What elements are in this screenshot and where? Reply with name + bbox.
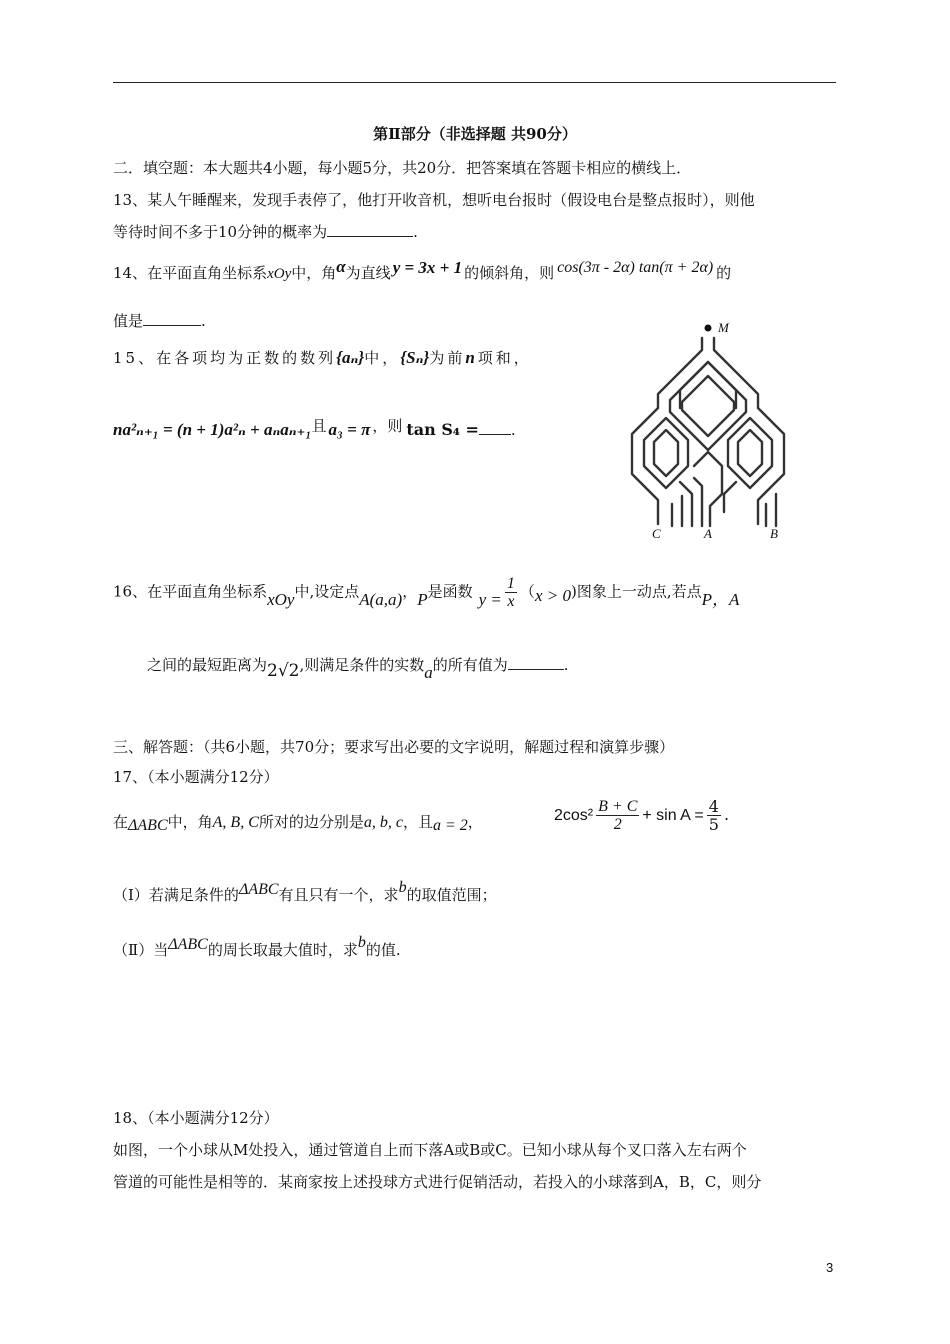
- q15-then: ，则: [372, 417, 403, 435]
- q14-line2: [113, 311, 206, 331]
- q17-line-a: 在: [113, 813, 129, 831]
- pipe-diagram: [618, 316, 818, 546]
- q17-part2-b: 的周长取最大值时，求: [207, 941, 358, 959]
- q14-line-eq: y = 3x + 1: [392, 258, 463, 277]
- q16-dist: 2√2: [267, 661, 300, 681]
- q14-expr: cos(3π - 2α) tan(π + 2α): [557, 259, 714, 276]
- q16-func-den: x: [507, 593, 515, 610]
- q17-tri: ΔABC: [128, 817, 168, 834]
- q15-mid2: 为前: [429, 349, 466, 367]
- q17-line1: [113, 812, 483, 833]
- q17-part1-a: （Ⅰ）若满足条件的: [113, 886, 239, 904]
- q17-cond-coef: 2cos²: [554, 807, 594, 824]
- q17-part1: [113, 879, 497, 906]
- q18-title: 18、（本小题满分12分）: [113, 1109, 279, 1127]
- part-title: 第Ⅱ部分（非选择题 共90分）: [373, 125, 577, 143]
- q15-recurrence: na²ₙ₊₁ = (n + 1)a²ₙ + aₙaₙ₊₁: [113, 420, 312, 439]
- q15-n: n: [465, 348, 478, 367]
- q17-part2-tri: ΔABC: [168, 936, 208, 953]
- q17-line-d: ，且: [402, 813, 433, 831]
- q13-end: .: [413, 223, 418, 241]
- q16-answer-blank: [508, 655, 564, 670]
- q16-prefix: 16、在平面直角坐标系: [113, 582, 268, 601]
- q16-func-lhs: y =: [478, 589, 502, 609]
- q16-mid: 中,设定点: [294, 582, 360, 601]
- q17-part1-b-var: b: [398, 879, 407, 896]
- q16-mid3: 图象上一动点,若点: [576, 582, 702, 601]
- q14-coord: xOy: [267, 266, 292, 282]
- q17-part2: [113, 934, 401, 961]
- q16-line2: [147, 655, 569, 682]
- q17-cond-rfrac: [707, 798, 721, 833]
- label-A: A: [704, 526, 712, 541]
- label-B: B: [770, 526, 778, 541]
- q16-end: .: [563, 656, 569, 674]
- q17-sides: a, b, c: [363, 814, 403, 831]
- q17-cond-num: B + C: [598, 798, 638, 815]
- q16-mid2: 是函数: [427, 582, 473, 601]
- header-rule: [113, 82, 836, 83]
- q14-mid: 中，角: [291, 264, 337, 282]
- q17-cond-end: .: [723, 805, 730, 824]
- q14-mid2: 为直线: [345, 264, 391, 282]
- q18-line2: 管道的可能性是相等的．某商家按上述投球方式进行促销活动，若投入的小球落到A，B，C，则分: [113, 1173, 762, 1191]
- q16-line1: 16、在平面直角坐标系xOy中,设定点A(a,a)，P是函数 y = $\frac{1}{x}$ （x > 0)图象上一动点,若点P，A: [113, 575, 740, 610]
- q17-cond-rden: 5: [708, 815, 719, 834]
- q14-line1: [113, 257, 732, 284]
- q15-a3: a₃ = π: [328, 420, 371, 439]
- entry-point-dot: [705, 325, 712, 332]
- q17-condition: [554, 798, 729, 833]
- q17-part2-c: 的值.: [365, 941, 401, 959]
- q13-text: 等待时间不多于10分钟的概率为: [113, 223, 328, 241]
- section2-heading: 二．填空题：本大题共4小题，每小题5分，共20分．把答案填在答题卡相应的横线上．: [113, 159, 692, 177]
- q17-cond-mid: + sin A =: [642, 807, 704, 824]
- page-number: 3: [826, 1260, 834, 1275]
- q17-line-e: ，: [467, 813, 483, 831]
- q16-domain: x > 0: [534, 585, 571, 605]
- q14-line2-text: 值是: [113, 312, 144, 330]
- q16-a: a: [424, 663, 433, 682]
- q15-sum: {Sₙ}: [400, 348, 430, 367]
- q15-seq: {aₙ}: [336, 348, 365, 367]
- q17-part1-tri: ΔABC: [238, 881, 279, 898]
- q14-alpha: α: [336, 257, 346, 276]
- label-C: C: [652, 526, 661, 541]
- q17-part1-b: 有且只有一个，求: [278, 886, 399, 904]
- q16-comma: ，: [402, 582, 418, 601]
- q14-prefix: 14、在平面直角坐标系: [113, 264, 268, 282]
- section3-heading: 三、解答题：（共6小题，共70分；要求写出必要的文字说明，解题过程和演算步骤）: [113, 738, 675, 756]
- q16-func-num: 1: [506, 575, 515, 592]
- q14-suffix: 的: [716, 264, 732, 282]
- q17-title: 17、（本小题满分12分）: [113, 768, 279, 786]
- q16-line2a: 之间的最短距离为: [147, 656, 268, 674]
- q13-line1: 13、某人午睡醒来，发现手表停了，他打开收音机，想听电台报时（假设电台是整点报时），则他: [113, 191, 755, 209]
- q16-line2b: ,则满足条件的实数: [299, 656, 425, 674]
- q15-end: .: [510, 421, 516, 439]
- q17-a-eq: a = 2: [433, 817, 468, 834]
- q15-mid3: 项和，: [477, 349, 532, 367]
- q16-PA: P，A: [701, 589, 740, 609]
- q16-pointA: A(a,a): [359, 589, 403, 609]
- q17-cond-rnum: 4: [708, 797, 719, 816]
- q17-part1-c: 的取值范围；: [406, 886, 497, 904]
- q15-mid: 中，: [364, 349, 401, 367]
- q14-answer-blank: [143, 311, 201, 326]
- q17-part2-b-var: b: [357, 934, 366, 951]
- q17-line-b: 中，角: [167, 813, 213, 831]
- q16-coord: xOy: [267, 589, 295, 609]
- q18-line1: 如图，一个小球从M处投入，通过管道自上而下落A或B或C。已知小球从每个叉口落入左右两个: [113, 1141, 747, 1159]
- q13-answer-blank: [327, 222, 413, 237]
- q17-line-c: 所对的边分别是: [258, 813, 364, 831]
- q15-and: 且: [311, 417, 327, 435]
- q13-line2: [113, 222, 418, 242]
- q17-part2-a: （Ⅱ）当: [113, 941, 169, 959]
- q15-line2: [113, 417, 516, 440]
- q15-line1: [113, 348, 532, 368]
- q17-cond-frac: [596, 798, 639, 833]
- q16-line2c: 的所有值为: [432, 656, 508, 674]
- q15-ask: tan S₄ =: [406, 420, 479, 439]
- q14-mid3: 的倾斜角，则: [464, 264, 555, 282]
- label-M: M: [718, 320, 729, 335]
- q17-cond-den: 2: [613, 816, 622, 833]
- q17-angles: A, B, C: [212, 814, 259, 831]
- q15-answer-blank: [479, 420, 511, 435]
- q14-end: .: [201, 312, 206, 330]
- q16-P: P: [417, 589, 428, 609]
- q15-prefix: 15、在各项均为正数的数列: [113, 349, 337, 367]
- q16-func-frac: [505, 575, 517, 610]
